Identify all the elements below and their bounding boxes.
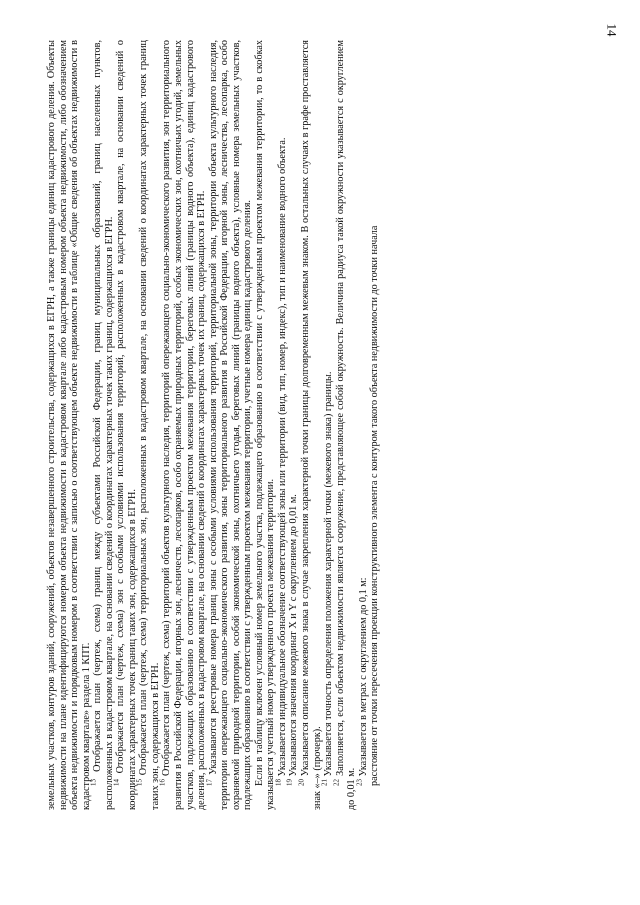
footnote-text: Отображается план (чертеж, схема) территорий объектов культурного наследия, территорий опережающего социально-экономического развития, зон территориального развития в Российской Федерации, игорных зон, лесничеств, лесопарков, особо охраняемых природных территорий, особых экономических зон, охотничьих угодий, земельных участков, подлежащих образованию в соответствии с утвержденным проектом межевания территории, береговых линий (границы водного объекта), единиц кадастрового деления, расположенных в кадастровом квартале, на основании сведений о координатах характерных точек их границ, содержащихся в ЕГРН. — [161, 40, 208, 810]
footnote-marker: 23 — [355, 779, 364, 786]
footnote-paragraph — [89, 40, 115, 810]
footnote-text: Указывается индивидуальное обозначение соответствующей зоны или территории (вид, тип, номер, индекс), тип и наименование водного объекта. — [276, 137, 288, 777]
footnote-text: Отображается план (чертеж, схема) территориальных зон, расположенных в кадастровом квартале, на основании сведений о координатах характерных точек границ таких зон, содержащихся в ЕГРН. — [138, 39, 161, 810]
footnote-text: Указывается в метрах с округлением до 0,1 м: — [357, 577, 369, 777]
footnote-paragraph — [254, 40, 277, 810]
footnote-marker: 18 — [274, 779, 283, 786]
footnote-text: Указывается описание межевого знака в случае закрепления характерной точки границы долговременным межевым знаком. В остальных случаях в графе проставляется знак «–» (прочерк). — [300, 40, 323, 810]
footnote-paragraph — [297, 40, 323, 810]
rotated-text-area — [40, 30, 560, 820]
footnote-paragraph — [320, 40, 335, 810]
footnotes-text — [40, 30, 381, 820]
footnote-text: Отображается план (чертеж, схема) зон с особыми условиями использования территорий, расположенных в кадастровом квартале, на основании сведений о координатах характерных точек границ таких зон, содержащихся в ЕГРН. — [115, 39, 138, 810]
footnote-paragraph — [161, 40, 207, 810]
footnote-text: Отображается план (чертеж, схема) границ между субъектами Российской Федерации, границ муниципальных образований, границ населенных пунктов, расположенных в кадастровом квартале, на основании сведений о координатах характерных точек таких границ, содержащихся в ЕГРН. — [92, 40, 115, 810]
footnote-text: Указываются значения координат X и Y с округлением до 0,01 м. — [288, 494, 300, 777]
footnote-paragraph — [46, 40, 92, 810]
footnote-marker: 13 — [89, 779, 98, 786]
footnote-marker: 15 — [135, 779, 144, 786]
footnote-marker: 20 — [297, 779, 306, 786]
footnote-text: расстояние от точки пересечения проекции конструктивного элемента с контуром такого объекта недвижимости до точки начала — [369, 225, 381, 786]
footnote-paragraph — [135, 39, 161, 810]
footnote-paragraph — [355, 40, 370, 810]
footnote-marker: 16 — [159, 779, 168, 786]
footnote-marker: 17 — [205, 779, 214, 786]
footnote-paragraph — [332, 40, 358, 810]
footnote-paragraph — [205, 40, 254, 810]
footnote-text: Заполняется, если объектом недвижимости является сооружение, представляющее собой окружность. Величина радиуса такой окружности указывается с округлением до 0,01 м. — [334, 40, 358, 810]
footnote-text: Если в таблицу включен условный номер земельного участка, подлежащего образованию в соответствии с утвержденным проектом межевания территории, то в скобках указывается учетный номер утвержденного проекта межевания территории. — [253, 40, 277, 810]
footnote-text: Указываются реестровые номера границ зоны с особыми условиями использования территорий, территориальной зоны, территории объекта культурного наследия, территории опережающего социально-экономического развития, зоны территориального развития в Российской Федерации, игорной зоны, лесничества, лесопарка, особо охраняемой природной территории, особой экономической зоны, охотничьего угодья, береговых линий (границы водного объекта), условные номера земельных участков, подлежащих образованию в соответствии с утвержденным проектом межевания территории, учетные номера единиц кадастрового деления. — [207, 40, 254, 810]
footnote-paragraph — [112, 39, 138, 810]
page-number: 14 — [604, 23, 620, 37]
footnote-paragraph — [369, 40, 381, 810]
footnote-marker: 14 — [112, 779, 121, 786]
footnote-marker: 22 — [332, 779, 341, 786]
footnote-paragraph — [288, 40, 300, 810]
footnote-text: земельных участков, контуров зданий, сооружений, объектов незавершенного строительства, содержащихся в ЕГРН, а также границы единиц кадастрового деления. Объекты недвижимости на плане идентифицируются номером объекта недвижимости в кадастровом квартале либо кадастровым номером объекта недвижимости, либо обозначением объекта недвижимости и порядковым номером в соответствии с записью о соответствующем объекте недвижимости в таблице «Общие сведения об объектах недвижимости в кадастровом квартале» раздела 1 КПТ. — [46, 40, 92, 810]
footnote-text: Указывается точность определения положения характерной точки (межевого знака) границы. — [323, 371, 335, 777]
footnote-paragraph — [274, 40, 289, 810]
footnote-marker: 19 — [286, 779, 295, 786]
footnote-marker: 21 — [320, 779, 329, 786]
